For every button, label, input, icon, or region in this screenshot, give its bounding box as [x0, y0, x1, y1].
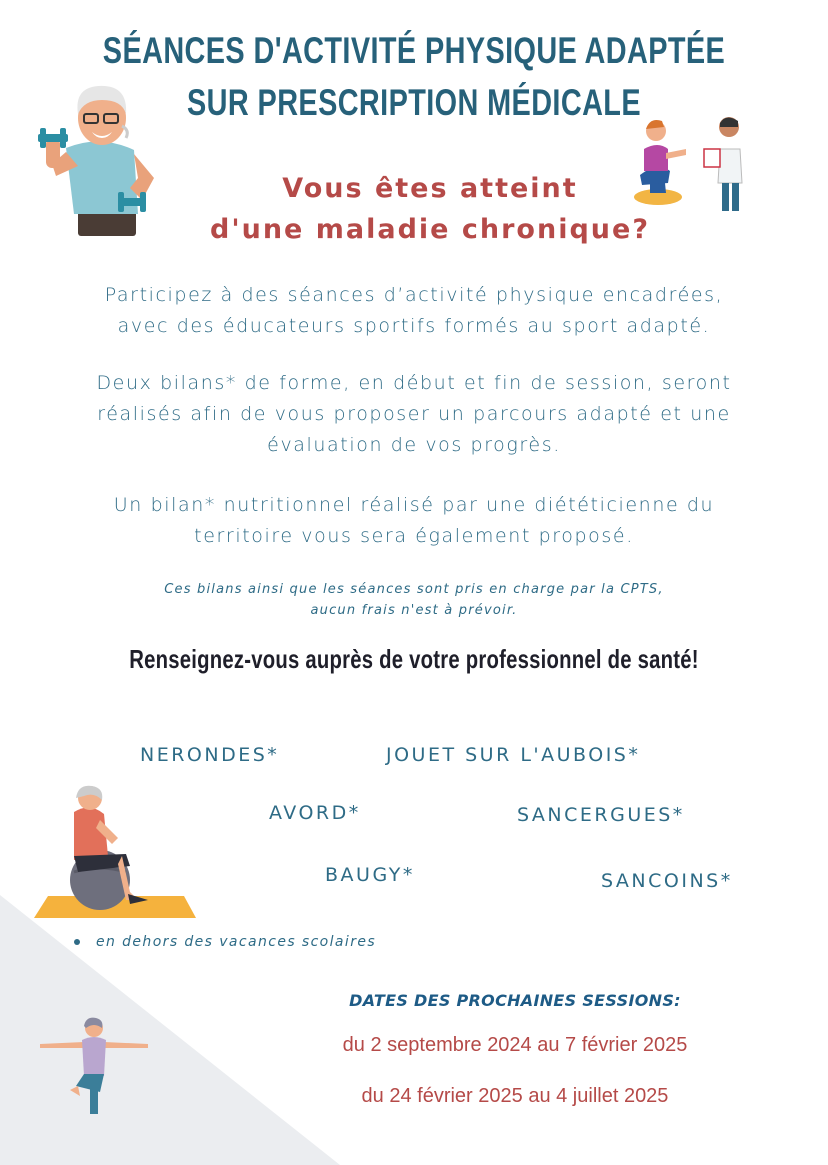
intro-line2: avec des éducateurs sportifs formés au sport adapté.: [117, 315, 711, 337]
assessment-paragraph: [40, 368, 788, 461]
elderly-man-dumbbells-illustration: [38, 78, 163, 236]
session-date-1: du 2 septembre 2024 au 7 février 2025: [342, 1034, 688, 1056]
question-line2: d'une maladie chronique?: [210, 214, 650, 245]
town-nerondes: NERONDES*: [140, 744, 280, 766]
town-jouet-sur-laubois: JOUET SUR L'AUBOIS*: [386, 744, 641, 766]
town-baugy: BAUGY*: [325, 864, 415, 886]
bullet-dot-icon: [74, 939, 80, 945]
town-sancergues: SANCERGUES*: [517, 804, 685, 826]
intro-paragraph: [40, 280, 788, 342]
assessment-line2: réalisés afin de vous proposer un parcours adapté et une: [97, 403, 731, 425]
question-line1: Vous êtes atteint: [282, 173, 578, 204]
footnote-text: en dehors des vacances scolaires: [96, 934, 377, 950]
nutrition-paragraph: [40, 490, 788, 552]
nutrition-line2: territoire vous sera également proposé.: [194, 525, 634, 547]
town-sancoins: SANCOINS*: [601, 870, 733, 892]
footnote: [74, 934, 376, 950]
call-to-action: Renseignez-vous auprès de votre professionnel de santé!: [129, 644, 699, 674]
page-title-line2: SUR PRESCRIPTION MÉDICALE: [187, 82, 641, 123]
coverage-note-line2: aucun frais n'est à prévoir.: [310, 603, 518, 618]
nutrition-line1: Un bilan* nutritionnel réalisé par une diététicienne du: [113, 494, 715, 516]
coverage-note-line1: Ces bilans ainsi que les séances sont pris en charge par la CPTS,: [164, 582, 664, 597]
coverage-note: [60, 579, 768, 621]
assessment-line3: évaluation de vos progrès.: [267, 434, 561, 456]
intro-line1: Participez à des séances d’activité physique encadrées,: [104, 284, 724, 306]
page-title-line1: SÉANCES D'ACTIVITÉ PHYSIQUE ADAPTÉE: [102, 30, 726, 71]
sessions-heading: DATES DES PROCHAINES SESSIONS:: [349, 991, 681, 1010]
woman-exercise-ball-illustration: [34, 784, 198, 918]
session-date-2: du 24 février 2025 au 4 juillet 2025: [361, 1085, 669, 1107]
woman-yoga-pose-illustration: [40, 1016, 148, 1118]
town-avord: AVORD*: [269, 802, 361, 824]
assessment-line1: Deux bilans* de forme, en début et fin de session, seront: [96, 372, 732, 394]
